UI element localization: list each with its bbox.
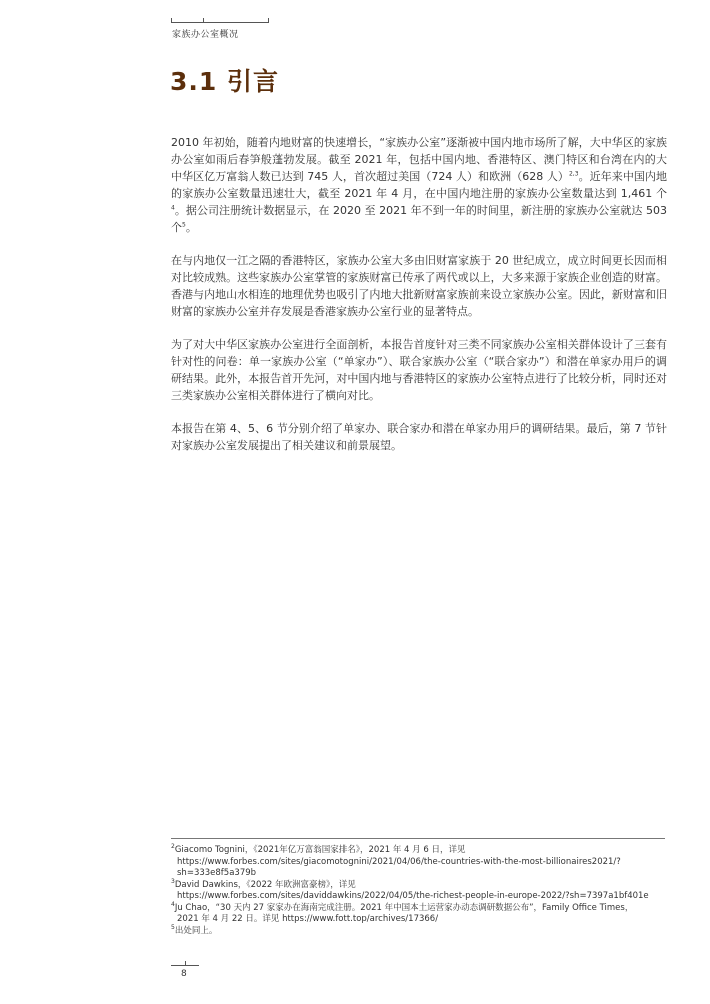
footer-tick (185, 961, 186, 966)
footnote-text: David Dawkins，《2022 年欧洲富豪榜》，详见 (174, 879, 356, 890)
footnote-link[interactable]: https://www.forbes.com/sites/daviddawkins/2022/04/05/the-richest-people-in-europe-2022/?sh=7397a1bf401e (177, 891, 649, 901)
paragraph-2: 在与内地仅一江之隔的香港特区，家族办公室大多由旧财富家族于 20 世纪成立，成立时间更长因而相对比较成熟。这些家族办公室掌管的家族财富已传承了两代或以上，大多来源于家族企业创造的财富。香港与内地山水相连的地理优势也吸引了内地大批新财富家族前来设立家族办公室。因此，新财富和旧财富的家族办公室并存发展是香港家族办公室行业的显著特点。 (171, 254, 667, 318)
footnote-4 (171, 900, 671, 926)
section-title: 3.1 引言 (170, 67, 279, 96)
paragraph-1-part-b: 。近年来中国内地的家族办公室数量迅速壮大，截至 2021 年 4 月，在中国内地注册的家族办公室数量达到 1,461 个 (171, 170, 667, 200)
footnote-text: Giacomo Tognini，《2021年亿万富翁国家排名》，2021 年 4 月 6 日，详见 (174, 845, 466, 855)
footnote-rule (171, 838, 665, 839)
footnote-number: 4 (171, 900, 175, 908)
footnote-number: 3 (171, 877, 175, 885)
paragraph-1-part-c: 。据公司注册统计数据显示，在 2020 至 2021 年不到一年的时间里，新注册的家族办公室就达 503 个 (171, 204, 667, 234)
page-number: 8 (181, 969, 187, 979)
footnote-ref-4[interactable]: 4 (171, 204, 175, 212)
footnote-text: 出处同上。 (174, 925, 218, 936)
paragraph-3: 为了对大中华区家族办公室进行全面剖析，本报告首度针对三类不同家族办公室相关群体设计了三套有针对性的问卷：单一家族办公室（“单家办”）、联合家族办公室（“联合家办”）和潜在单家办用戶的调研结果。此外，本报告首开先河，对中国内地与香港特区的家族办公室特点进行了比较分析，同时还对三类家族办公室相关群体进行了横向对比。 (171, 338, 667, 402)
header-tick-right (268, 18, 269, 23)
paragraph-4: 本报告在第 4、5、6 节分别介绍了单家办、联合家办和潜在单家办用戶的调研结果。最后，第 7 节针对家族办公室发展提出了相关建议和前景展望。 (171, 422, 667, 452)
header-rule (171, 22, 269, 23)
paragraph-1-part-a: 2010 年初始，随着内地财富的快速增长，“家族办公室”逐渐被中国内地市场所了解，大中华区的家族办公室如雨后春笋般蓬勃发展。截至 2021 年，包括中国内地、香港特区、澳门特区和台湾在内的大中华区亿万富翁人数已达到 745 人，首次超过美国（724 人）和欧洲（628 人） (171, 136, 667, 183)
footnote-ref-2-3[interactable]: 2,3 (568, 170, 579, 178)
footnote-3 (171, 877, 671, 903)
footnote-2 (171, 845, 671, 880)
footnotes (171, 845, 671, 937)
footnote-link[interactable]: 2021 年 4 月 22 日。详见 https://www.fott.top/archives/17366/ (177, 914, 439, 924)
footnote-ref-5[interactable]: 5 (182, 221, 186, 229)
footnote-link[interactable]: https://www.forbes.com/sites/giacomotognini/2021/04/06/the-countries-with-the-most-billionaires2021/?sh=333e8f5a379b (177, 856, 621, 878)
footnote-number: 2 (171, 843, 175, 851)
body-text (171, 134, 667, 470)
paragraph-1 (171, 134, 667, 236)
running-header: 家族办公室概况 (172, 30, 239, 40)
header-tick-left (171, 18, 172, 23)
footnote-text: Ju Chao，“30 天内 27 家家办在海南完成注册。2021 年中国本土运营家办动态调研数据公布”，Family Office Times， (174, 902, 634, 913)
header-tick (203, 18, 204, 23)
paragraph-1-part-d: 。 (185, 221, 197, 234)
footnote-5 (171, 923, 671, 938)
footnote-number: 5 (171, 923, 175, 931)
